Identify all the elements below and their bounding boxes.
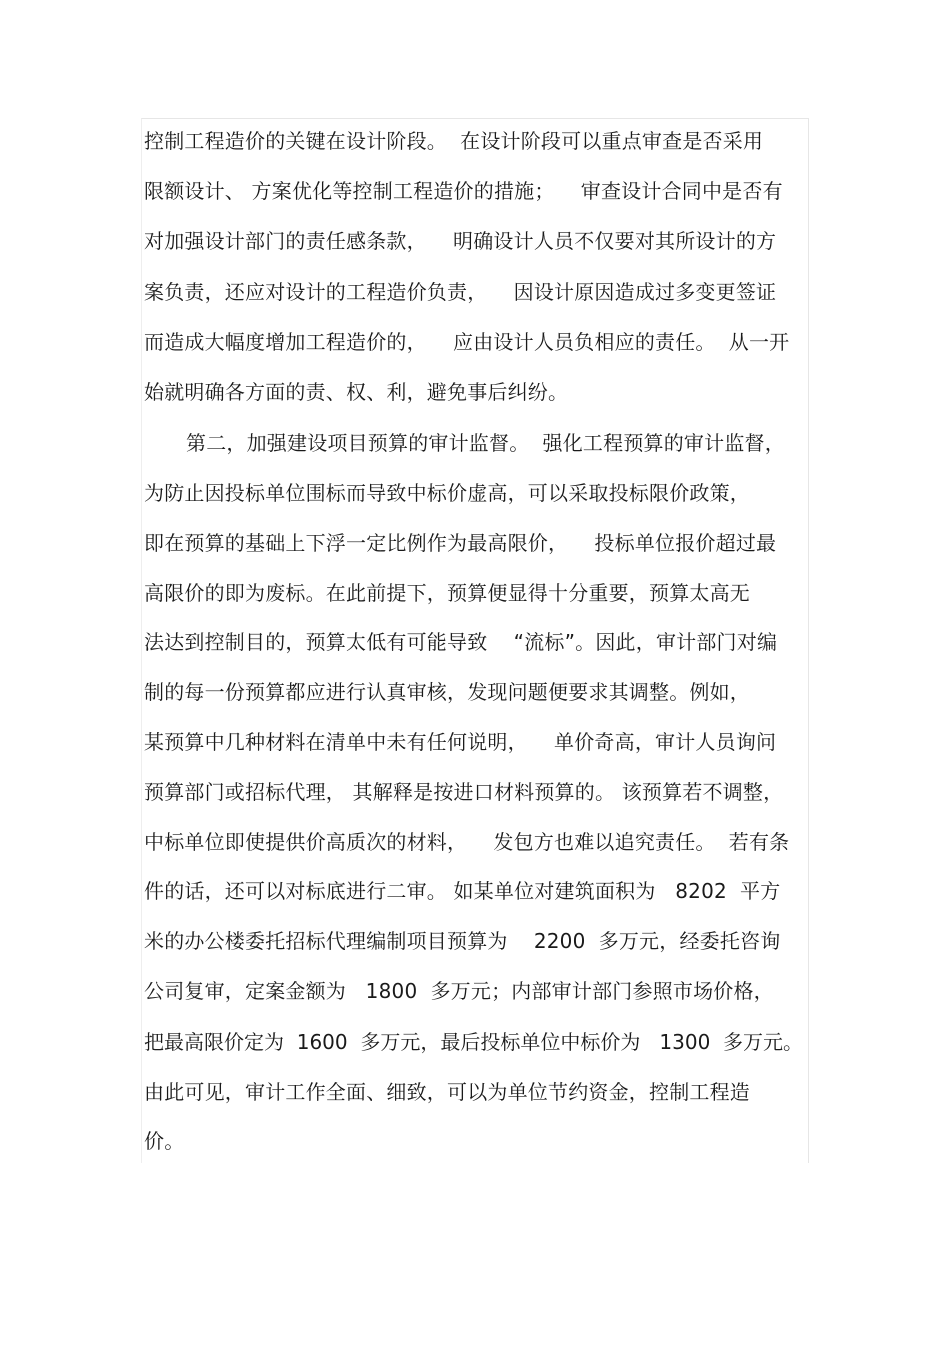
paragraph-2-line-6: 制的每一份预算都应进行认真审核，发现问题便要求其调整。例如， xyxy=(144,680,750,704)
paragraph-2-line-3: 即在预算的基础上下浮一定比例作为最高限价， 投标单位报价超过最 xyxy=(144,531,777,555)
paragraph-2-line-14: 由此可见，审计工作全面、细致，可以为单位节约资金，控制工程造 xyxy=(144,1080,750,1104)
paragraph-1-line-5: 而造成大幅度增加工程造价的， 应由设计人员负相应的责任。 从一开 xyxy=(144,330,790,354)
paragraph-2-line-1: 第二，加强建设项目预算的审计监督。 强化工程预算的审计监督， xyxy=(186,431,785,455)
paragraph-2-line-7: 某预算中几种材料在清单中未有任何说明， 单价奇高，审计人员询问 xyxy=(144,730,777,754)
paragraph-1-line-4: 案负责，还应对设计的工程造价负责， 因设计原因造成过多变更签证 xyxy=(144,280,777,304)
paragraph-2-line-10: 件的话，还可以对标底进行二审。 如某单位对建筑面积为 8202 平方 xyxy=(144,879,781,903)
paragraph-1-line-2: 限额设计、 方案优化等控制工程造价的措施； 审查设计合同中是否有 xyxy=(144,179,783,203)
paragraph-2-line-15: 价。 xyxy=(144,1129,185,1153)
paragraph-1-line-6: 始就明确各方面的责、权、利，避免事后纠纷。 xyxy=(144,380,569,404)
paragraph-2-line-12: 公司复审，定案金额为 1800 多万元；内部审计部门参照市场价格， xyxy=(144,979,774,1003)
paragraph-2-line-11: 米的办公楼委托招标代理编制项目预算为 2200 多万元，经委托咨询 xyxy=(144,929,781,953)
paragraph-2-line-5: 法达到控制目的，预算太低有可能导致 “流标”。因此，审计部门对编 xyxy=(144,630,778,654)
paragraph-2-line-9: 中标单位即使提供价高质次的材料， 发包方也难以追究责任。 若有条 xyxy=(144,830,790,854)
paragraph-2-line-8: 预算部门或招标代理， 其解释是按进口材料预算的。 该预算若不调整， xyxy=(144,780,784,804)
paragraph-2-line-4: 高限价的即为废标。在此前提下，预算便显得十分重要，预算太高无 xyxy=(144,581,750,605)
paragraph-1-line-1: 控制工程造价的关键在设计阶段。 在设计阶段可以重点审查是否采用 xyxy=(144,129,764,153)
paragraph-2-line-13: 把最高限价定为 1600 多万元，最后投标单位中标价为 1300 多万元。 xyxy=(144,1030,804,1054)
paragraph-1-line-3: 对加强设计部门的责任感条款， 明确设计人员不仅要对其所设计的方 xyxy=(144,229,777,253)
paragraph-2-line-2: 为防止因投标单位围标而导致中标价虚高，可以采取投标限价政策， xyxy=(144,481,750,505)
